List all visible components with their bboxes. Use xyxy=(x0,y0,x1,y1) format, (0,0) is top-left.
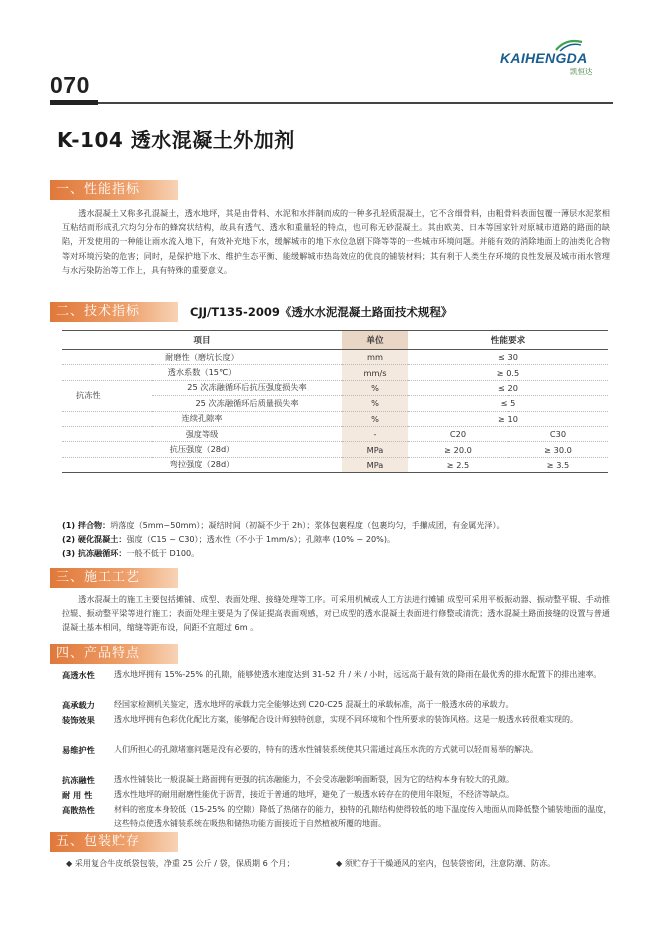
document-title: K-104 透水混凝土外加剂 xyxy=(57,128,295,152)
row-c30: ≥ 30.0 xyxy=(508,442,608,457)
feature-label: 高承载力 xyxy=(62,700,95,710)
row-unit: MPa xyxy=(342,442,408,457)
feature-text: 透水地坪拥有 15%-25% 的孔隙，能够使透水速度达到 31-52 升 / 米 / 小时，远远高于最有效的降雨在最优秀的排水配置下的排出速率。 xyxy=(114,670,602,679)
row-unit: % xyxy=(342,380,408,395)
row-unit: % xyxy=(342,411,408,426)
note-label: (2) 硬化混凝土： xyxy=(62,534,127,544)
row-item: 25 次冻融循环后抗压强度损失率 xyxy=(152,380,342,395)
row-item: 连续孔隙率 xyxy=(62,411,342,426)
feature-text: 经国家检测机关鉴定，透水地坪的承载力完全能够达到 C20-C25 混凝土的承载标准，高于一般透水砖的承载力。 xyxy=(114,700,514,709)
row-c30: C30 xyxy=(508,426,608,441)
row-unit: - xyxy=(342,426,408,441)
feature-label: 耐 用 性 xyxy=(62,790,93,800)
spec-table xyxy=(62,330,608,473)
section-header-process: 三、施工工艺 xyxy=(50,568,178,588)
table-row xyxy=(62,426,608,441)
feature-text: 透水地坪拥有色彩优化配比方案，能够配合设计师独特创意，实现不同环境和个性所要求的装饰风格。这是一般透水砖很难实现的。 xyxy=(114,715,578,724)
note-mixture xyxy=(62,518,612,532)
feature-label: 高透水性 xyxy=(62,670,95,680)
row-item: 透水系数（15℃） xyxy=(62,365,342,380)
table-row xyxy=(62,442,608,457)
storage-packaging: ◆ 采用复合牛皮纸袋包装，净重 25 公斤 / 袋，保质期 6 个月； xyxy=(66,858,295,868)
note-text: 一般不低于 D100。 xyxy=(126,548,200,558)
header-item: 项目 xyxy=(62,331,342,350)
storage-conditions: ◆ 须贮存于干燥通风的室内，包装袋密闭，注意防潮、防冻。 xyxy=(336,858,556,868)
feature-text: 人们所担心的孔隙堵塞问题是没有必要的，特有的透水性铺装系统使其只需通过高压水洗的方式就可以轻而易举的解决。 xyxy=(114,745,538,754)
logo-chinese-name: 凯恒达 xyxy=(570,67,593,76)
section-header-features: 四、产品特点 xyxy=(50,644,178,664)
table-row xyxy=(62,350,608,365)
note-label: (1) 拌合物： xyxy=(62,520,111,530)
row-item: 弯拉强度（28d） xyxy=(62,457,342,472)
feature-label: 易维护性 xyxy=(62,745,95,755)
notes-block xyxy=(62,518,612,560)
note-hardened xyxy=(62,532,612,546)
table-row xyxy=(62,365,608,380)
company-logo xyxy=(500,38,616,78)
process-paragraph: 透水混凝土的施工主要包括摊铺、成型、表面处理、接缝处理等工序。可采用机械或人工方法进行摊铺 成型可采用平板振动器、振动整平辊、手动推拉辊、振动整平梁等进行施工；表面处理主要是为了保证提高表面观感，对已成型的透水混凝土表面进行修整或清洗；透水混凝土路面接缝的设置与普通混凝土基本相同，缩缝等距布设，间距不宜超过 6m 。 xyxy=(62,594,610,633)
page-rule xyxy=(50,102,613,104)
note-label: (3) 抗冻融循环： xyxy=(62,548,127,558)
table-row xyxy=(62,380,608,395)
row-req: ≤ 30 xyxy=(408,350,608,365)
feature-label: 装饰效果 xyxy=(62,715,95,725)
row-item: 25 次冻融循环后质量损失率 xyxy=(152,396,342,411)
feature-text: 材料的密度本身较低（15-25% 的空隙）降低了热储存的能力，独特的孔隙结构使得较低的地下温度传入地面从而降低整个铺装地面的温度，这些特点使透水铺装系统在吸热和储热功能方面接近于自然植被所覆的地面。 xyxy=(114,805,612,828)
row-item: 抗压强度（28d） xyxy=(62,442,342,457)
row-c20: C20 xyxy=(408,426,508,441)
header-requirement: 性能要求 xyxy=(408,331,608,350)
row-req: ≥ 0.5 xyxy=(408,365,608,380)
note-text: 强度（C15 ~ C30）；透水性（不小于 1mm/s）；孔隙率 (10% ~ 20%)。 xyxy=(126,534,396,544)
row-req: ≤ 20 xyxy=(408,380,608,395)
standard-title: CJJ/T135-2009《透水水泥混凝土路面技术规程》 xyxy=(190,305,453,319)
row-req: ≥ 10 xyxy=(408,411,608,426)
feature-label: 抗冻融性 xyxy=(62,775,95,785)
row-unit: mm xyxy=(342,350,408,365)
intro-paragraph: 透水混凝土又称多孔混凝土，透水地坪，其是由骨料、水泥和水拌制而成的一种多孔轻质混凝土，它不含细骨料，由粗骨料表面包覆一薄层水泥浆相互粘结而形成孔穴均匀分布的蜂窝状结构，故具有透气、透水和重量轻的特点，也可称无砂混凝土。其由欧美、日本等国家针对原城市道路的路面的缺陷，开发使用的一种能让雨水流入地下，有效补充地下水，缓解城市的地下水位急剧下降等等的一些城市环境问题。并能有效的消除地面上的油类化合物等对环境污染的危害；同时，是保护地下水、维护生态平衡、能缓解城市热岛效应的优良的铺装材料；其有利于人类生存环境的良性发展及城市雨水管理与水污染防治等工作上，具有特殊的重要意义。 xyxy=(62,208,610,275)
table-header-row xyxy=(62,331,608,350)
row-c20: ≥ 2.5 xyxy=(408,457,508,472)
page-rule-accent xyxy=(50,100,98,105)
table-row xyxy=(62,411,608,426)
row-req: ≤ 5 xyxy=(408,396,608,411)
row-unit: MPa xyxy=(342,457,408,472)
row-item: 强度等级 xyxy=(62,426,342,441)
row-item: 耐磨性（磨坑长度） xyxy=(62,350,342,365)
logo-wordmark: KAIHENGDA xyxy=(500,50,588,66)
table-row xyxy=(62,457,608,472)
feature-text: 透水性铺装比一般混凝土路面拥有更强的抗冻融能力，不会受冻融影响面断裂，因为它的结构本身有较大的孔隙。 xyxy=(114,775,514,784)
header-unit: 单位 xyxy=(342,331,408,350)
feature-text: 透水性地坪的耐用耐磨性能优于沥青，接近于普通的地坪，避免了一般透水砖存在的使用年限短，不经济等缺点。 xyxy=(114,790,514,799)
note-text: 坍落度（5mm~50mm）；凝结时间（初凝不少于 2h）；浆体包裹程度（包裹均匀，手攥成团，有金属光泽）。 xyxy=(110,520,505,530)
section-header-performance: 一、性能指标 xyxy=(50,180,178,200)
row-unit: % xyxy=(342,396,408,411)
row-unit: mm/s xyxy=(342,365,408,380)
page-number: 070 xyxy=(50,72,90,98)
feature-label: 高散热性 xyxy=(62,805,95,815)
row-c30: ≥ 3.5 xyxy=(508,457,608,472)
note-freeze-thaw xyxy=(62,546,612,560)
section-header-technical: 二、技术指标 xyxy=(50,302,178,322)
section-header-packaging: 五、包装贮存 xyxy=(50,832,178,852)
frost-group-label: 抗冻性 xyxy=(62,380,152,411)
row-c20: ≥ 20.0 xyxy=(408,442,508,457)
